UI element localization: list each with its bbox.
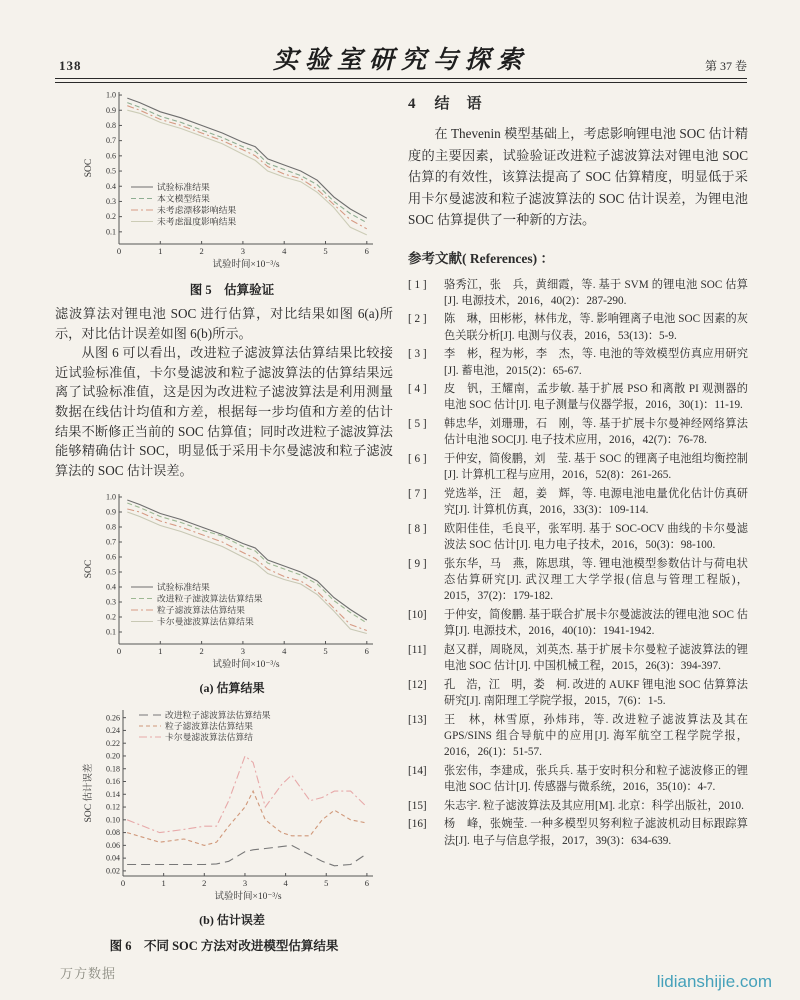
svg-text:1: 1 — [161, 878, 166, 889]
reference-text: 于仲安，简俊鹏，刘 莹. 基于 SOC 的锂离子电池组均衡控制[J]. 计算机工程与应用，2016，52(8)：261-265. — [444, 453, 748, 482]
reference-item — [408, 521, 748, 553]
svg-text:0.4: 0.4 — [106, 181, 116, 191]
reference-item — [408, 451, 748, 483]
wanfang-watermark: 万方数据 — [60, 966, 117, 981]
svg-text:0.5: 0.5 — [106, 166, 116, 176]
svg-text:0.24: 0.24 — [106, 726, 120, 736]
reference-number: [10] — [408, 608, 427, 621]
figure-6a — [81, 488, 383, 696]
svg-text:0.10: 0.10 — [106, 815, 120, 825]
svg-text:试验时间×10⁻³/s: 试验时间×10⁻³/s — [212, 660, 280, 671]
svg-text:1.0: 1.0 — [106, 90, 116, 100]
right-column — [408, 92, 748, 851]
reference-number: [ 9 ] — [408, 557, 427, 570]
svg-text:0.02: 0.02 — [106, 866, 120, 876]
paragraph-1: 滤波算法对锂电池 SOC 进行估算，对比结果如图 6(a)所示，对比估计误差如图 6(b)所示。 — [55, 306, 393, 341]
reference-item — [408, 381, 748, 413]
reference-text: 陈 琳，田彬彬，林伟龙，等. 影响锂离子电池 SOC 因素的灰色关联分析[J]. 电测与仪表，2016，53(13)：5-9. — [444, 313, 748, 342]
reference-item — [408, 311, 748, 343]
svg-text:0.1: 0.1 — [106, 227, 116, 237]
reference-item — [408, 556, 748, 605]
svg-text:0.7: 0.7 — [106, 537, 116, 547]
svg-text:6: 6 — [364, 246, 369, 256]
reference-text: 李 彬，程为彬，李 杰，等. 电池的等效模型仿真应用研究[J]. 蓄电池，2015(2)：65-67. — [444, 348, 748, 377]
svg-text:0: 0 — [116, 646, 122, 657]
left-column — [55, 86, 393, 960]
reference-item — [408, 816, 748, 848]
reference-item — [408, 712, 748, 761]
reference-number: [ 7 ] — [408, 487, 427, 500]
svg-text:试验时间×10⁻³/s: 试验时间×10⁻³/s — [214, 892, 282, 903]
journal-title: 实验室研究与探索 — [272, 47, 529, 74]
reference-text: 于仲安，简俊鹏. 基于联合扩展卡尔曼滤波法的锂电池 SOC 估算[J]. 电源技术，2016，40(10)：1941-1942. — [444, 608, 748, 638]
reference-number: [ 6 ] — [408, 453, 427, 466]
reference-number: [ 5 ] — [408, 418, 427, 431]
section-number: 4 — [408, 96, 417, 112]
references-heading: 参考文献( References) ： — [408, 250, 554, 266]
svg-text:0.7: 0.7 — [106, 136, 116, 146]
svg-text:试验时间×10⁻³/s: 试验时间×10⁻³/s — [212, 260, 280, 270]
reference-item — [408, 677, 748, 709]
reference-number: [14] — [408, 764, 427, 777]
reference-text: 韩忠华，刘珊珊，石 刚，等. 基于扩展卡尔曼神经网络算法估计电池 SOC[J]. 电子技术应用，2016，42(7)：76-78. — [444, 418, 748, 447]
reference-item — [408, 642, 748, 674]
svg-text:0.6: 0.6 — [106, 151, 116, 161]
section-title: 结 语 — [434, 96, 483, 112]
svg-text:0.9: 0.9 — [106, 507, 116, 517]
section-heading — [408, 92, 748, 113]
svg-text:4: 4 — [282, 246, 287, 256]
page-header — [55, 48, 747, 76]
reference-number: [12] — [408, 678, 427, 691]
svg-text:3: 3 — [240, 646, 246, 657]
svg-text:5: 5 — [323, 246, 328, 256]
svg-text:卡尔曼滤波算法估算结: 卡尔曼滤波算法估算结 — [165, 732, 253, 743]
page-number: 138 — [59, 58, 82, 73]
reference-number: [11] — [408, 643, 427, 656]
svg-text:卡尔曼滤波算法估算结果: 卡尔曼滤波算法估算结果 — [157, 616, 254, 627]
svg-text:0.3: 0.3 — [106, 597, 116, 607]
figure-6b-caption: (b) 估计误差 — [199, 913, 265, 928]
paragraph-2: 从图 6 可以看出，改进粒子滤波算法估算结果比较接近试验标准值，卡尔曼滤波和粒子滤波算法的估算结果远离了试验标准值，这是因为改进粒子滤波算法是利用测量数据在线估计均值和方差，根据每一步均值和方差的估计结果不断修正当前的 SOC 估算值；同时改进粒子滤波算法能够精确估计 SOC，明显低于采用卡尔曼滤波和粒子滤波算法的 SOC 估计误差。 — [55, 345, 393, 478]
reference-text: 皮 钒，王耀南，孟步敏. 基于扩展 PSO 和离散 PI 观测器的电池 SOC 估计[J]. 电子测量与仪器学报，2016，30(1)：11-19. — [444, 383, 748, 412]
svg-text:未考虑漂移影响结果: 未考虑漂移影响结果 — [157, 205, 237, 215]
reference-number: [ 8 ] — [408, 522, 427, 535]
reference-text: 张东华，马 燕，陈思琪，等. 锂电池模型参数估计与荷电状态估算研究[J]. 武汉理工大学学报(信息与管理工程版)，2015，37(2)：179-182. — [444, 557, 748, 603]
svg-text:0.12: 0.12 — [106, 802, 120, 812]
figure-6a-caption: (a) 估算结果 — [199, 681, 265, 696]
figure-6b-chart — [81, 704, 383, 910]
svg-text:0.16: 0.16 — [106, 777, 120, 787]
reference-text: 骆秀江，张 兵，黄细霞，等. 基于 SVM 的锂电池 SOC 估算[J]. 电源技术，2016，40(2)：287-290. — [444, 278, 748, 307]
figure-6-caption: 图 6 不同 SOC 方法对改进模型估算结果 — [109, 939, 339, 954]
reference-number: [ 3 ] — [408, 348, 427, 361]
header-divider — [55, 78, 747, 83]
reference-text: 党选举，汪 超，姜 辉，等. 电源电池电量优化估计仿真研究[J]. 计算机仿真，2016，33(3)：109-114. — [444, 487, 748, 517]
svg-text:4: 4 — [282, 646, 287, 657]
figure-6b — [81, 704, 383, 928]
reference-text: 张宏伟，李建成，张兵兵. 基于安时积分和粒子滤波修正的锂电池 SOC 估计[J]. 传感器与微系统，2016，35(10)：4-7. — [444, 764, 748, 793]
svg-text:4: 4 — [283, 878, 288, 889]
svg-text:1: 1 — [158, 646, 163, 657]
svg-text:0.04: 0.04 — [106, 854, 120, 864]
reference-item — [408, 277, 748, 309]
figure-6a-chart — [81, 488, 383, 678]
figure-5-chart — [81, 86, 383, 278]
svg-text:1.0: 1.0 — [106, 492, 116, 502]
svg-text:未考虑温度影响结果: 未考虑温度影响结果 — [157, 216, 237, 227]
svg-text:0.06: 0.06 — [106, 841, 120, 851]
svg-text:SOC: SOC — [84, 158, 94, 178]
reference-number: [ 4 ] — [408, 383, 427, 396]
svg-text:0.6: 0.6 — [106, 552, 116, 562]
svg-text:6: 6 — [364, 878, 370, 889]
figure-5-caption: 图 5 估算验证 — [189, 283, 275, 297]
svg-text:0.18: 0.18 — [106, 764, 120, 774]
reference-text: 赵又群，周晓凤，刘英杰. 基于扩展卡尔曼粒子滤波算法的锂电池 SOC 估计[J]. 中国机械工程，2015，26(3)：394-397. — [444, 643, 748, 672]
svg-text:0.4: 0.4 — [106, 582, 116, 592]
svg-text:粒子滤波算法估算结果: 粒子滤波算法估算结果 — [165, 721, 253, 732]
svg-text:0.9: 0.9 — [106, 105, 116, 115]
svg-text:1: 1 — [158, 246, 163, 256]
svg-text:0: 0 — [120, 878, 126, 889]
reference-item — [408, 346, 748, 378]
svg-text:0.14: 0.14 — [106, 790, 120, 800]
svg-text:0.20: 0.20 — [106, 751, 120, 761]
svg-text:粒子滤波算法估算结果: 粒子滤波算法估算结果 — [157, 605, 245, 616]
volume-label: 第 37 卷 — [704, 59, 747, 73]
figure-5 — [81, 86, 383, 298]
svg-text:试验标准结果: 试验标准结果 — [157, 582, 210, 593]
reference-item — [408, 763, 748, 795]
svg-text:0.8: 0.8 — [106, 121, 116, 131]
svg-text:改进粒子滤波算法估算结果: 改进粒子滤波算法估算结果 — [165, 710, 271, 721]
reference-text: 杨 峰，张婉莹. 一种多模型贝努利粒子滤波机动目标跟踪算法[J]. 电子与信息学报，2017，39(3)：634-639. — [444, 818, 748, 847]
svg-text:0.5: 0.5 — [106, 567, 116, 577]
svg-text:SOC 估计误差: SOC 估计误差 — [84, 763, 94, 823]
reference-item — [408, 798, 748, 814]
svg-text:3: 3 — [242, 878, 248, 889]
site-link[interactable]: lidianshijie.com — [656, 972, 772, 991]
svg-text:0.22: 0.22 — [106, 739, 120, 749]
reference-text: 孔 浩，江 明，娄 柯. 改进的 AUKF 锂电池 SOC 估算算法研究[J]. 南阳理工学院学报，2015，7(6)：1-5. — [444, 678, 748, 707]
svg-text:0.26: 0.26 — [106, 713, 120, 723]
svg-text:5: 5 — [324, 878, 329, 889]
reference-text: 朱志宇. 粒子滤波算法及其应用[M]. 北京：科学出版社，2010. — [444, 799, 744, 812]
reference-item — [408, 607, 748, 639]
svg-text:2: 2 — [199, 646, 204, 657]
svg-text:0.2: 0.2 — [106, 212, 116, 222]
svg-text:3: 3 — [240, 246, 246, 256]
reference-number: [ 2 ] — [408, 313, 427, 326]
svg-text:0.08: 0.08 — [106, 828, 120, 838]
reference-item — [408, 416, 748, 448]
svg-text:0.3: 0.3 — [106, 197, 116, 207]
reference-item — [408, 486, 748, 518]
conclusion-paragraph: 在 Thevenin 模型基础上，考虑影响锂电池 SOC 估计精度的主要因素，试验验证改进粒子滤波算法对锂电池 SOC 估算的有效性，该算法提高了 SOC 估算精度，明显低于采用卡尔曼滤波和粒子滤波算法的 SOC 估计误差，为锂电池 SOC 估算提供了一种新的方法。 — [408, 126, 748, 227]
svg-text:试验标准结果: 试验标准结果 — [157, 182, 210, 192]
svg-text:0: 0 — [116, 246, 122, 256]
svg-text:0.2: 0.2 — [106, 612, 116, 622]
svg-text:0.8: 0.8 — [106, 522, 116, 532]
reference-text: 欧阳佳佳，毛良平，张军明. 基于 SOC-OCV 曲线的卡尔曼滤波法 SOC 估计[J]. 电力电子技术，2016，50(3)：98-100. — [444, 522, 748, 552]
svg-text:本文模型结果: 本文模型结果 — [157, 193, 210, 204]
references-list — [408, 277, 748, 849]
reference-text: 王 林，林雪原，孙炜玮，等. 改进粒子滤波算法及其在 GPS/SINS 组合导航中的应用[J]. 海军航空工程学院学报，2016，26(1)：51-57. — [444, 713, 748, 758]
svg-text:SOC: SOC — [84, 560, 94, 579]
svg-text:0.1: 0.1 — [106, 627, 116, 637]
reference-number: [15] — [408, 799, 427, 812]
svg-text:5: 5 — [323, 646, 328, 657]
svg-text:2: 2 — [202, 878, 207, 889]
svg-text:2: 2 — [199, 246, 204, 256]
reference-number: [ 1 ] — [408, 278, 427, 291]
svg-text:改进粒子滤波算法估算结果: 改进粒子滤波算法估算结果 — [157, 593, 263, 604]
svg-text:6: 6 — [364, 646, 369, 657]
reference-number: [16] — [408, 818, 427, 831]
reference-number: [13] — [408, 713, 427, 726]
